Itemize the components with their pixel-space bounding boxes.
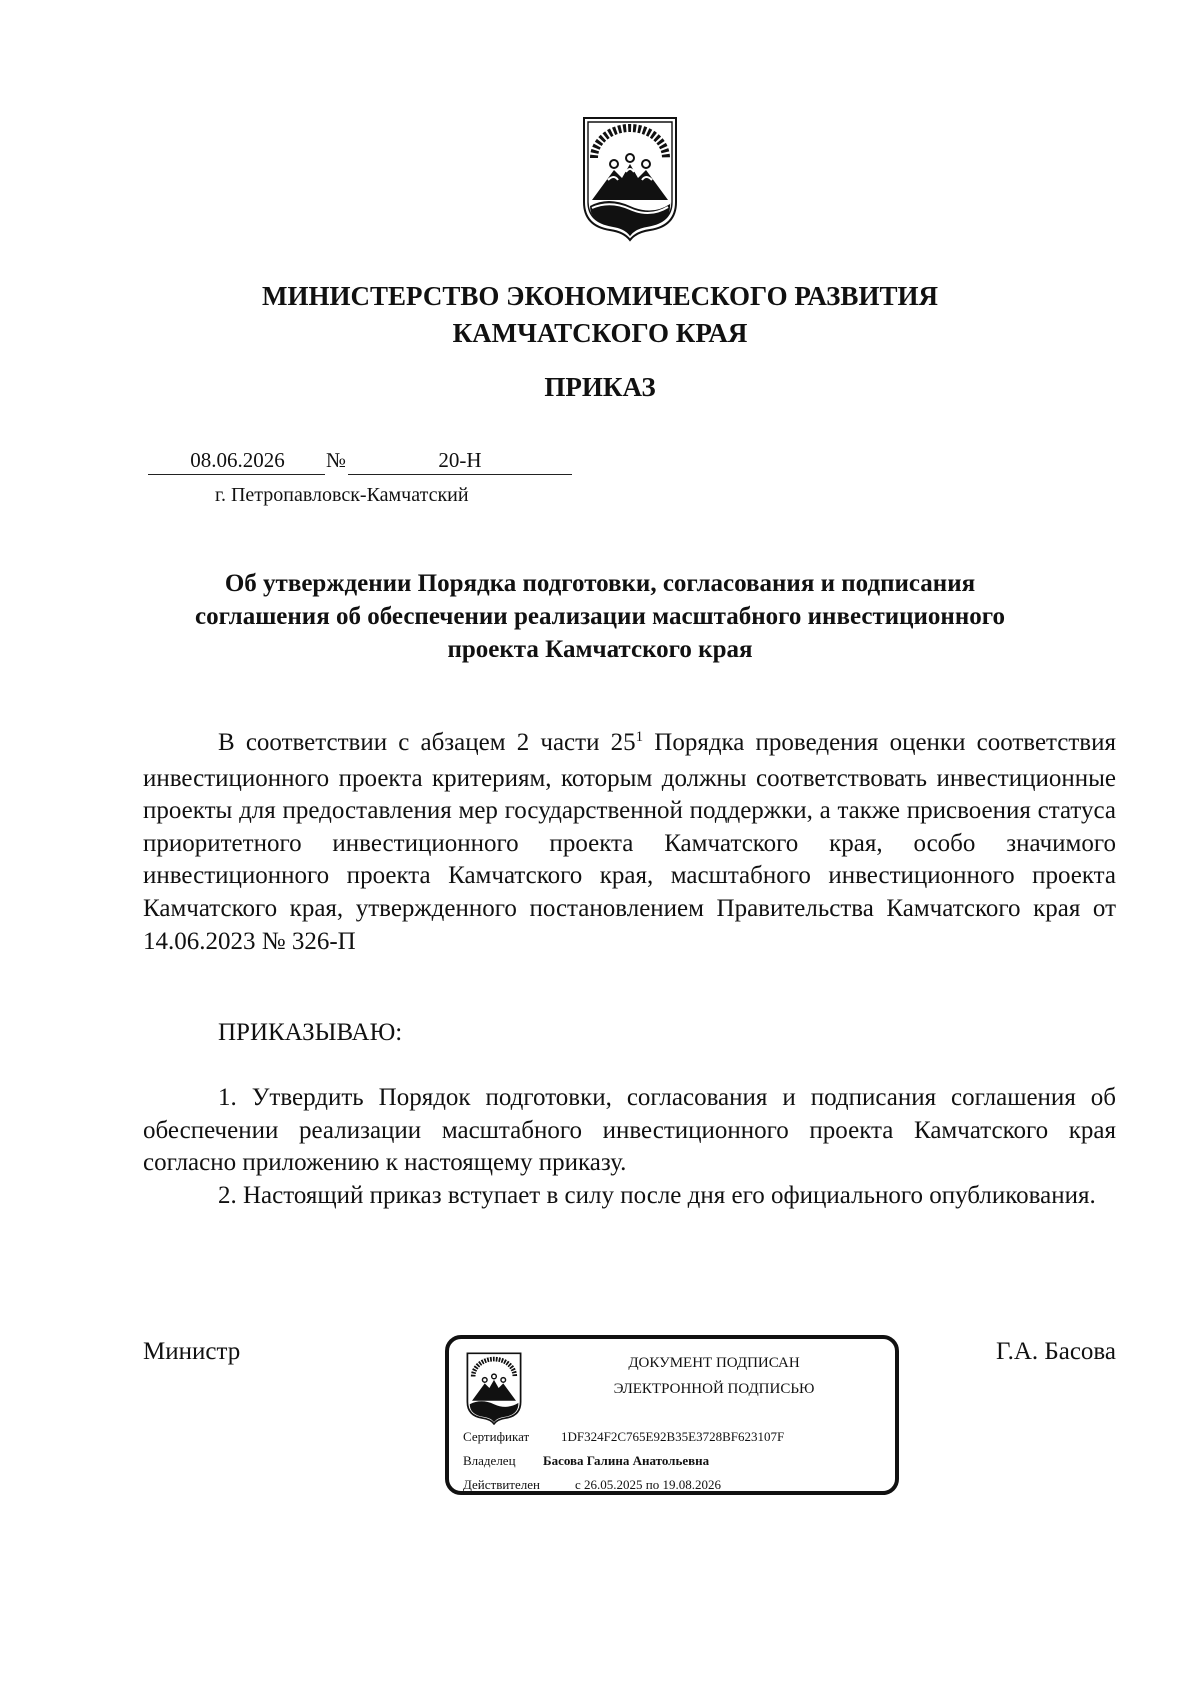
date-underline [148, 474, 325, 475]
order-word: ПРИКАЗЫВАЮ: [218, 1019, 403, 1046]
city-label: г. Петропавловск-Камчатский [215, 484, 469, 506]
kamchatka-coat-of-arms-icon [578, 114, 682, 242]
electronic-signature-stamp [445, 1335, 899, 1495]
signer-name: Г.А. Басова [995, 1338, 1116, 1365]
number-sign: № [326, 448, 347, 472]
stamp-owner-row [463, 1453, 709, 1469]
owner-label: Владелец [463, 1453, 516, 1468]
stamp-title-line2: ЭЛЕКТРОННОЙ ПОДПИСЬЮ [613, 1381, 815, 1397]
order-number: 20-Н [438, 448, 482, 472]
preamble-text-start: В соответствии с абзацем 2 части 25 [218, 729, 636, 756]
order-item: 1. Утвердить Порядок подготовки, согласования и подписания соглашения об обеспечении реализации масштабного инвестиционного проекта Камчатского края согласно приложению к настоящему приказу. [143, 1084, 1116, 1177]
validity-label: Действителен [463, 1477, 540, 1492]
kamchatka-coat-of-arms-icon [463, 1351, 525, 1425]
preamble-paragraph [143, 727, 1116, 958]
certificate-value: 1DF324F2C765E92B35E3728BF623107F [561, 1429, 785, 1444]
order-date: 08.06.2026 [190, 448, 285, 472]
owner-value: Басова Галина Анатольевна [543, 1453, 710, 1468]
ministry-name-line1: МИНИСТЕРСТВО ЭКОНОМИЧЕСКОГО РАЗВИТИЯ [262, 281, 938, 311]
preamble-text-rest: Порядка проведения оценки соответствия инвестиционного проекта критериям, которым должны соответствовать инвестиционные проекты для предоставления мер государственной поддержки, а также присвоения статуса приоритетного инвестиционного проекта Камчатского края, особо значимого инвестиционного проекта Камчатского края, масштабного инвестиционного проекта Камчатского края, утвержденного постановлением Правительства Камчатского края от 14.06.2023 № 326-П [143, 729, 1116, 955]
order-subject: Об утверждении Порядка подготовки, согласования и подписания соглашения об обеспечении реализации масштабного инвестиционного проекта Камчатского края [195, 570, 1005, 663]
validity-value: с 26.05.2025 по 19.08.2026 [575, 1477, 721, 1492]
stamp-validity-row [463, 1477, 721, 1493]
order-item: 2. Настоящий приказ вступает в силу после дня его официального опубликования. [218, 1182, 1096, 1209]
certificate-label: Сертификат [463, 1429, 530, 1444]
ministry-name-line2: КАМЧАТСКОГО КРАЯ [452, 318, 748, 348]
signer-position: Министр [143, 1338, 241, 1365]
stamp-title-line1: ДОКУМЕНТ ПОДПИСАН [628, 1355, 800, 1371]
stamp-certificate-row [463, 1429, 784, 1445]
preamble-superscript: 1 [635, 729, 644, 745]
number-underline [348, 474, 572, 475]
document-type-title: ПРИКАЗ [544, 372, 656, 402]
